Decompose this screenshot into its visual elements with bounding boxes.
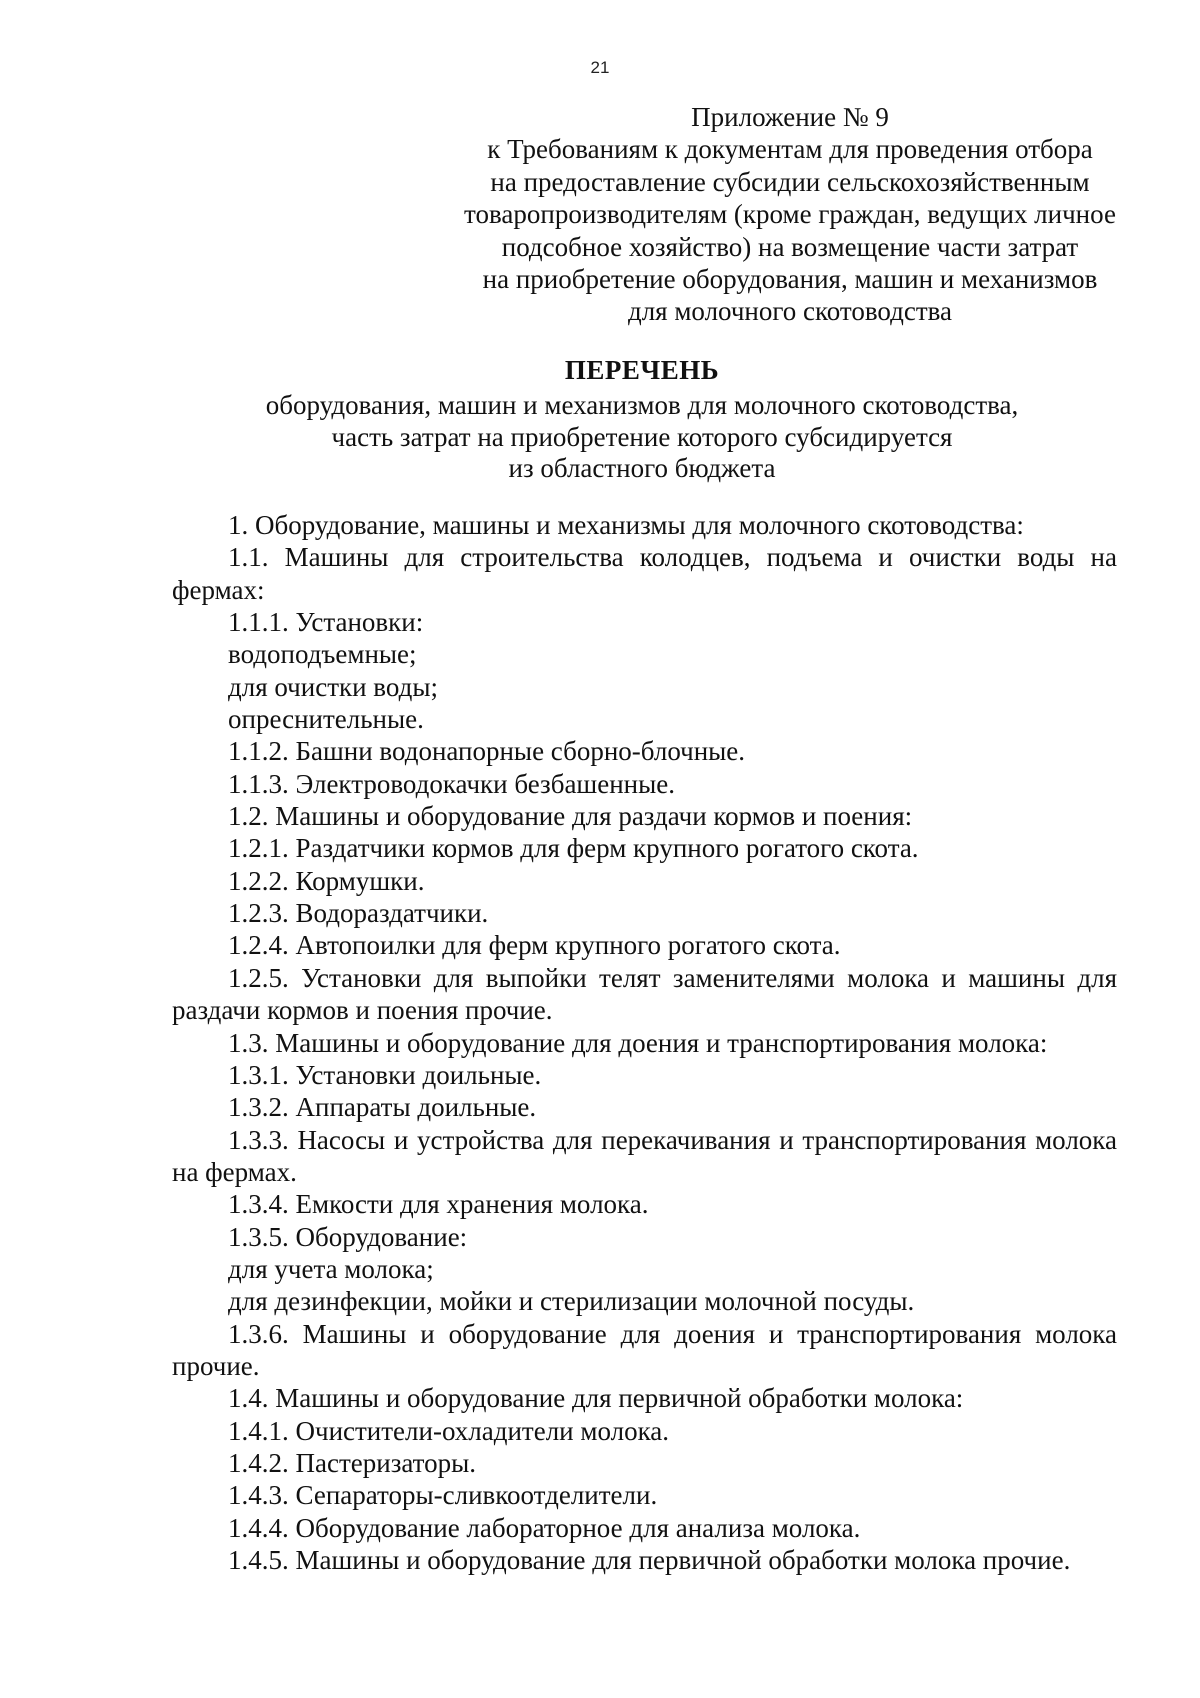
list-item: 1.3.2. Аппараты доильные.: [228, 1092, 537, 1123]
appendix-line: подсобное хозяйство) на возмещение части затрат: [501, 231, 1079, 262]
list-item: 1.4.2. Пастеризаторы.: [228, 1447, 476, 1478]
list-item: 1.3.5. Оборудование:: [228, 1221, 468, 1252]
list-item: 1.2.4. Автопоилки для ферм крупного рогатого скота.: [228, 930, 841, 961]
list-item: 1.4.5. Машины и оборудование для первичной обработки молока прочие.: [228, 1545, 1071, 1575]
list-item: для дезинфекции, мойки и стерилизации молочной посуды.: [228, 1286, 915, 1317]
appendix-line: товаропроизводителям (кроме граждан, ведущих личное: [464, 199, 1116, 230]
subtitle-line: часть затрат на приобретение которого субсидируется: [331, 421, 953, 452]
list-item: 1.3.6. Машины и оборудование для доения и транспортирования молока прочие.: [172, 1318, 1117, 1381]
list-item: 1.2.2. Кормушки.: [228, 865, 425, 896]
list-item: 1.3.3. Насосы и устройства для перекачивания и транспортирования молока на фермах.: [172, 1124, 1117, 1187]
list-item: 1.4.1. Очистители-охладители молока.: [228, 1415, 670, 1446]
list-item: для очистки воды;: [228, 671, 438, 702]
list-item: водоподъемные;: [228, 639, 417, 670]
list-item: 1.4.4. Оборудование лабораторное для анализа молока.: [228, 1512, 861, 1543]
appendix-line: к Требованиям к документам для проведения отбора: [487, 134, 1093, 165]
document-subtitle: [200, 390, 1084, 485]
list-item: 1.4.3. Сепараторы-сливкоотделители.: [228, 1480, 658, 1511]
list-item: 1.4. Машины и оборудование для первичной обработки молока:: [228, 1383, 964, 1414]
list-item: 1.3. Машины и оборудование для доения и транспортирования молока:: [228, 1027, 1048, 1058]
list-item: для учета молока;: [228, 1253, 434, 1284]
appendix-line: на предоставление субсидии сельскохозяйственным: [490, 166, 1090, 197]
document-title: ПЕРЕЧЕНЬ: [564, 355, 720, 385]
list-item: 1.2. Машины и оборудование для раздачи кормов и поения:: [228, 801, 913, 832]
subtitle-line: из областного бюджета: [508, 453, 776, 483]
page-number: 21: [590, 58, 610, 77]
appendix-line: на приобретение оборудования, машин и механизмов: [482, 264, 1098, 295]
subtitle-line: оборудования, машин и механизмов для молочного скотоводства,: [265, 390, 1019, 420]
list-item: 1.2.3. Водораздатчики.: [228, 898, 489, 929]
list-item: 1. Оборудование, машины и механизмы для молочного скотоводства:: [228, 510, 1024, 540]
list-item: 1.2.1. Раздатчики кормов для ферм крупного рогатого скота.: [228, 833, 919, 864]
list-item: 1.2.5. Установки для выпойки телят заменителями молока и машины для раздачи кормов и поения прочие.: [172, 962, 1117, 1026]
list-item: 1.1. Машины для строительства колодцев, подъема и очистки воды на фермах:: [172, 542, 1117, 605]
list-item: 1.1.3. Электроводокачки безбашенные.: [228, 768, 675, 799]
appendix-header: [430, 101, 1150, 328]
list-item: 1.1.1. Установки:: [228, 607, 424, 638]
list-item: 1.1.2. Башни водонапорные сборно-блочные.: [228, 736, 746, 767]
appendix-line: для молочного скотоводства: [627, 296, 953, 327]
list-item: 1.3.1. Установки доильные.: [228, 1059, 542, 1090]
list-item: 1.3.4. Емкости для хранения молока.: [228, 1189, 649, 1220]
list-item: опреснительные.: [228, 704, 424, 735]
appendix-line: Приложение № 9: [691, 102, 889, 132]
equipment-list: [172, 509, 1117, 1576]
